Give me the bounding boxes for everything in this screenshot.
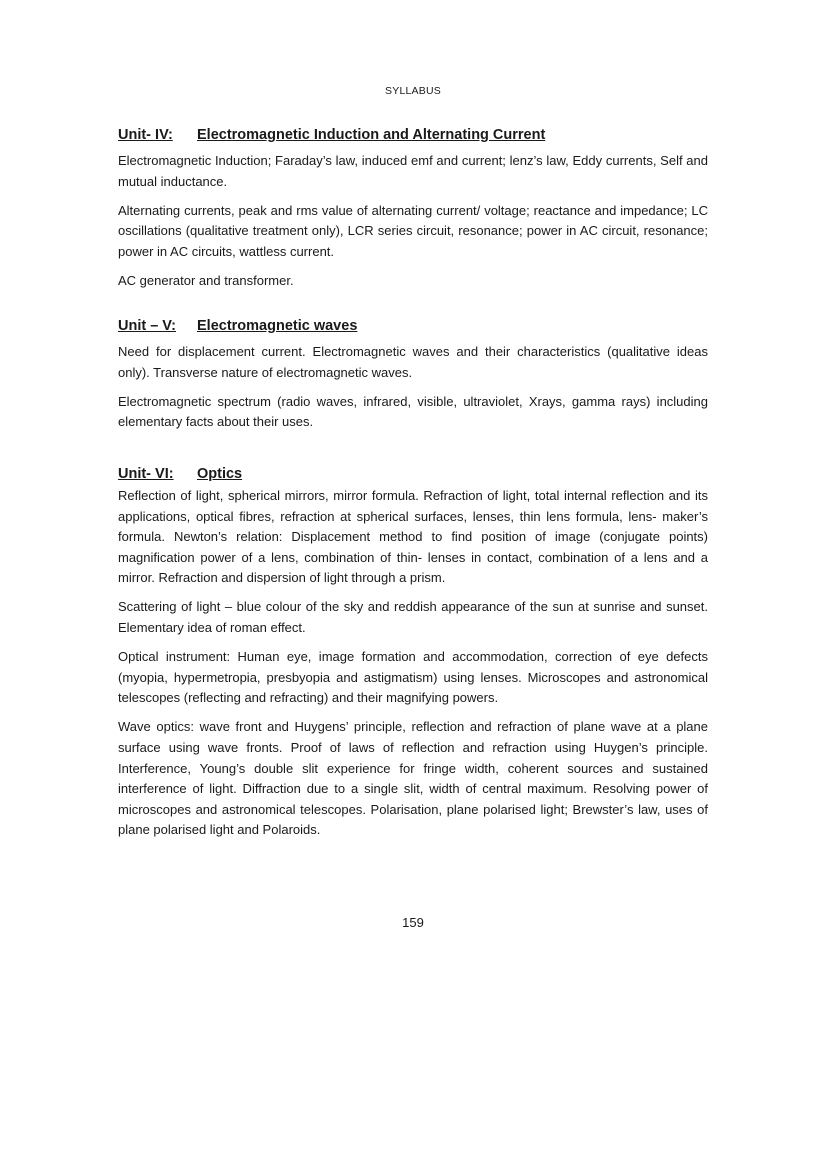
unit-iv-label: Unit- IV: [118, 127, 173, 143]
running-header: SYLLABUS [385, 85, 441, 97]
unit-v-title: Electromagnetic waves [197, 318, 358, 334]
unit-iv-paragraph: AC generator and transformer. [118, 272, 294, 288]
unit-iv-paragraph: Alternating currents, peak and rms value of alternating current/ voltage; reactance and impedance; LC oscillations (qualitative treatment only), LCR series circuit, resonance; power in AC circuit, resonance; power in AC circuits, wattless current. [118, 202, 708, 259]
unit-iv-paragraph: Electromagnetic Induction; Faraday’s law, induced emf and current; lenz’s law, Eddy currents, Self and mutual inductance. [118, 153, 708, 189]
unit-vi-heading [118, 465, 708, 483]
page-number: 159 [402, 915, 424, 930]
unit-vi-paragraph: Optical instrument: Human eye, image formation and accommodation, correction of eye defects (myopia, hypermetropia, presbyopia and astigmatism) using lenses. Microscopes and astronomical telescopes (reflecting and refracting) and their magnifying powers. [118, 649, 708, 706]
unit-iv-heading [118, 126, 708, 144]
unit-v-label: Unit – V: [118, 318, 177, 334]
unit-vi-section [118, 465, 708, 850]
unit-vi-paragraph: Wave optics: wave front and Huygens’ principle, reflection and refraction of plane wave at a plane surface using wave fronts. Proof of laws of reflection and refraction using Huygen’s principle. Interference, Young’s double slit experience for fringe width, coherent sources and sustained interference of light. Diffraction due to a single slit, width of central maximum. Resolving power of microscopes and astronomical telescopes. Polarisation, plane polarised light; Brewster’s law, uses of plane polarised light and Polaroids. [118, 719, 708, 838]
unit-vi-paragraph: Reflection of light, spherical mirrors, mirror formula. Refraction of light, total internal reflection and its applications, optical fibres, refraction at spherical surfaces, lenses, thin lens formula, lens- maker’s formula. Newton’s relation: Displacement method to find position of image (conjugate points) magnification power of a lens, combination of thin- lenses in contact, combination of a lens and a mirror. Refraction and dispersion of light through a prism. [118, 488, 708, 586]
unit-vi-label: Unit- VI: [118, 466, 174, 482]
unit-v-heading [118, 317, 708, 335]
unit-vi-title: Optics [197, 466, 243, 482]
unit-v-paragraph: Need for displacement current. Electromagnetic waves and their characteristics (qualitative ideas only). Transverse nature of electromagnetic waves. [118, 344, 708, 380]
unit-v-section [118, 317, 708, 441]
unit-v-paragraph: Electromagnetic spectrum (radio waves, infrared, visible, ultraviolet, Xrays, gamma rays) including elementary facts about their uses. [118, 393, 708, 430]
unit-iv-title: Electromagnetic Induction and Alternating Current [197, 127, 546, 143]
unit-vi-paragraph: Scattering of light – blue colour of the sky and reddish appearance of the sun at sunrise and sunset. Elementary idea of roman effect. [118, 599, 708, 636]
unit-iv-section [118, 126, 708, 300]
